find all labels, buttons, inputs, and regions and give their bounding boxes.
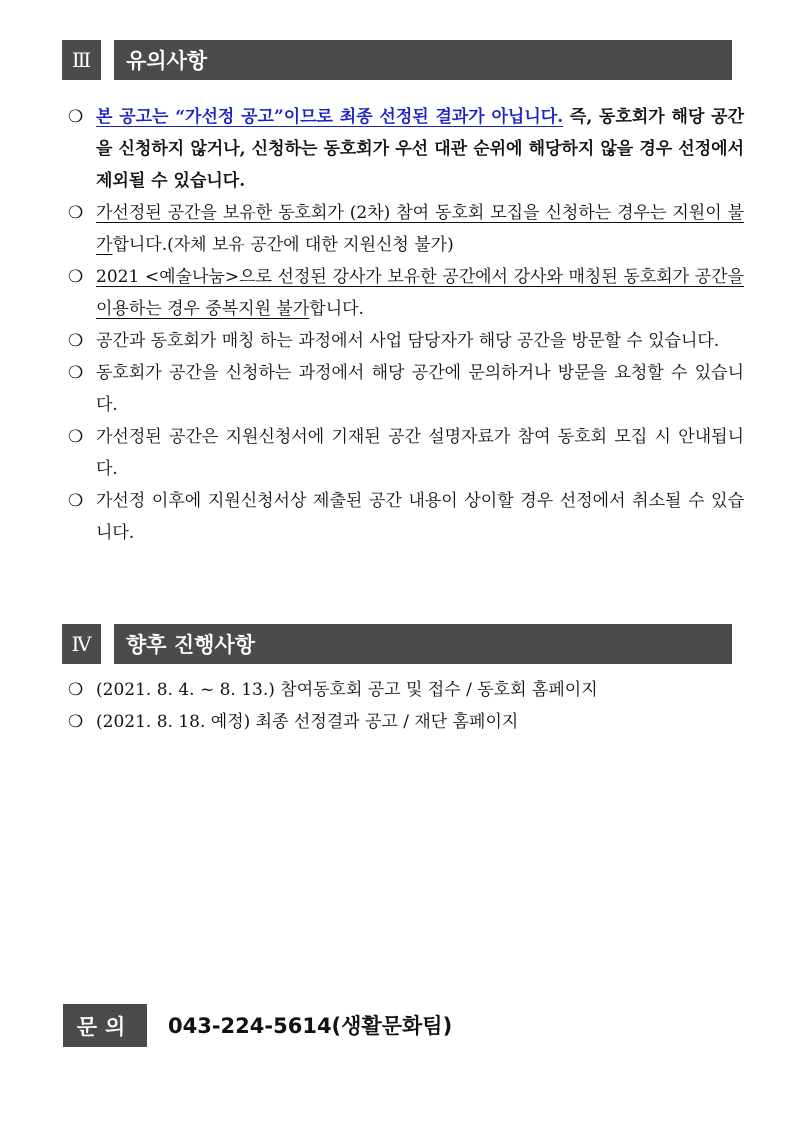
item-text: 동호회가 공간을 신청하는 과정에서 해당 공간에 문의하거나 방문을 요청할 수 있습니다.: [96, 363, 744, 415]
item-text: [96, 101, 744, 197]
list-item: [68, 357, 744, 421]
section-3-number: Ⅲ: [62, 40, 101, 80]
section-4-list: [68, 674, 744, 738]
header-divider: [101, 624, 114, 664]
circle-bullet-icon: ❍: [68, 363, 84, 383]
circle-bullet-icon: ❍: [68, 680, 84, 700]
section-4-number: Ⅳ: [62, 624, 101, 664]
list-item: [68, 706, 744, 738]
item-text: [96, 261, 744, 325]
item-text: (2021. 8. 4. ~ 8. 13.) 참여동호회 공고 및 접수 / 동호회 홈페이지: [96, 680, 598, 700]
circle-bullet-icon: ❍: [68, 203, 84, 223]
circle-bullet-icon: ❍: [68, 331, 84, 351]
list-item: [68, 325, 744, 357]
list-item: [68, 421, 744, 485]
circle-bullet-icon: ❍: [68, 491, 84, 511]
contact-label: 문의: [63, 1004, 147, 1047]
section-4-header: [62, 624, 732, 664]
circle-bullet-icon: ❍: [68, 712, 84, 732]
item-text: (2021. 8. 18. 예정) 최종 선정결과 공고 / 재단 홈페이지: [96, 712, 519, 732]
section-4-title: 향후 진행사항: [114, 624, 732, 664]
circle-bullet-icon: ❍: [68, 427, 84, 447]
item-text: 공간과 동호회가 매칭 하는 과정에서 사업 담당자가 해당 공간을 방문할 수 있습니다.: [96, 331, 720, 351]
notice-emphasis: 본 공고는 “가선정 공고”이므로 최종 선정된 결과가 아닙니다.: [96, 107, 564, 127]
item-text: 가선정된 공간은 지원신청서에 기재된 공간 설명자료가 참여 동호회 모집 시 안내됩니다.: [96, 427, 744, 479]
item-text: 가선정 이후에 지원신청서상 제출된 공간 내용이 상이할 경우 선정에서 취소될 수 있습니다.: [96, 491, 744, 543]
list-item: [68, 674, 744, 706]
list-item: [68, 197, 744, 261]
plain-text: 합니다.: [309, 299, 364, 319]
contact-phone: 043-224-5614(생활문화팀): [168, 1014, 453, 1038]
list-item: [68, 261, 744, 325]
underlined-text: 가선정된 공간을 보유한 동호회가 (2차) 참여 동호회 모집을 신청하는 경우는 지원이 불가: [96, 203, 744, 255]
list-item: [68, 101, 744, 197]
list-item: [68, 485, 744, 549]
section-3-title: 유의사항: [114, 40, 732, 80]
item-text: [96, 197, 744, 261]
section-3-header: [62, 40, 732, 80]
section-3-list: [68, 101, 744, 549]
circle-bullet-icon: ❍: [68, 267, 84, 287]
header-divider: [101, 40, 114, 80]
notice-bold: 즉, 동호회가 해당 공간을 신청하지 않거나, 신청하는 동호회가 우선 대관 순위에 해당하지 않을 경우 선정에서 제외될 수 있습니다.: [96, 107, 744, 191]
underlined-text: 2021 <예술나눔>으로 선정된 강사가 보유한 공간에서 강사와 매칭된 동호회가 공간을 이용하는 경우 중복지원 불가: [96, 267, 744, 319]
plain-text: 합니다.(자체 보유 공간에 대한 지원신청 불가): [112, 235, 454, 255]
circle-bullet-icon: ❍: [68, 107, 84, 127]
